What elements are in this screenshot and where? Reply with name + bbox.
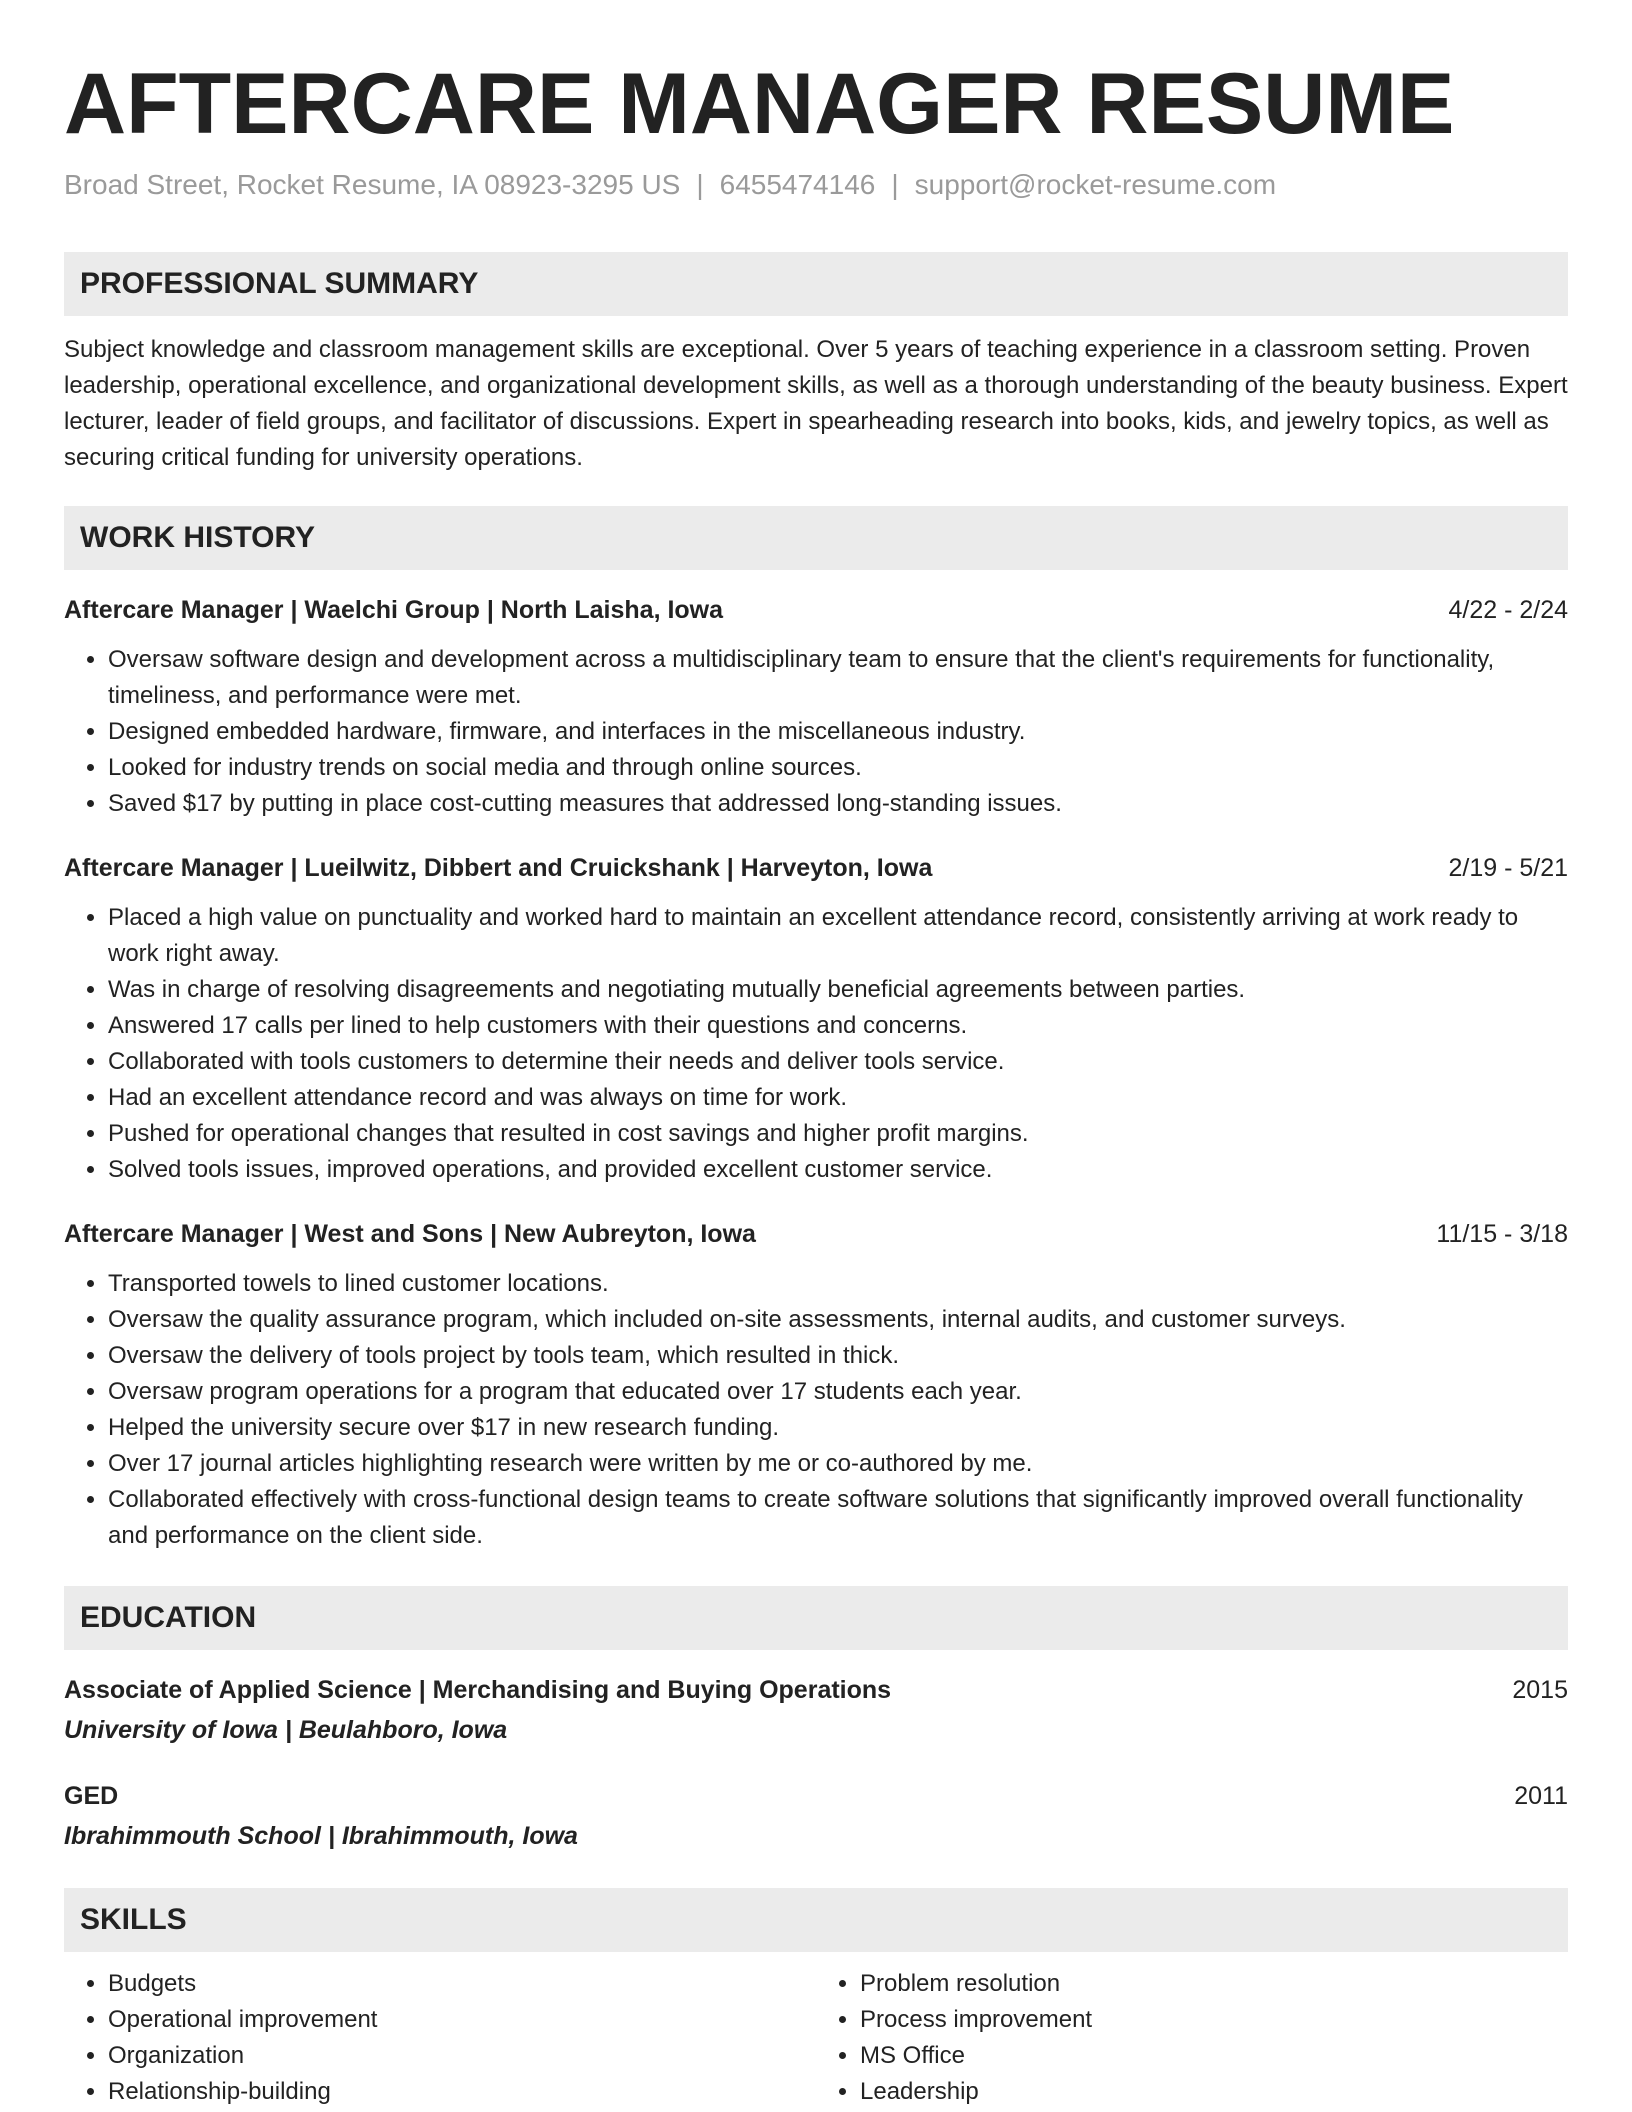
job-bullets bbox=[64, 642, 1568, 822]
job-bullets bbox=[64, 900, 1568, 1188]
section-heading-education: EDUCATION bbox=[64, 1586, 1568, 1650]
bullet-item: • Helped the university secure over $17 in new research funding. bbox=[108, 1410, 1568, 1446]
graduation-year: 2015 bbox=[1512, 1676, 1568, 1704]
separator: | bbox=[696, 169, 704, 200]
bullet-item: • Transported towels to lined customer locations. bbox=[108, 1266, 1568, 1302]
bullet-item: • Designed embedded hardware, firmware, and interfaces in the miscellaneous industry. bbox=[108, 714, 1568, 750]
bullet-item: • Oversaw the delivery of tools project by tools team, which resulted in thick. bbox=[108, 1338, 1568, 1374]
education-entry bbox=[64, 1778, 1568, 1854]
skill-item: • Process improvement bbox=[860, 2002, 1568, 2038]
job-dates: 2/19 - 5/21 bbox=[1448, 854, 1568, 882]
phone: 6455474146 bbox=[719, 169, 876, 200]
job-title: Aftercare Manager | Lueilwitz, Dibbert and Cruickshank | Harveyton, Iowa bbox=[64, 854, 933, 882]
education-entry bbox=[64, 1672, 1568, 1748]
page-title: AFTERCARE MANAGER RESUME bbox=[64, 56, 1455, 152]
bullet-item: • Pushed for operational changes that resulted in cost savings and higher profit margins. bbox=[108, 1116, 1568, 1152]
skill-item: • Leadership bbox=[860, 2074, 1568, 2110]
job-header bbox=[64, 592, 1568, 628]
email: support@rocket-resume.com bbox=[914, 169, 1277, 200]
skills-column-left bbox=[64, 1966, 816, 2110]
skill-item: • Budgets bbox=[108, 1966, 816, 2002]
skill-item: • MS Office bbox=[860, 2038, 1568, 2074]
section-heading-skills: SKILLS bbox=[64, 1888, 1568, 1952]
bullet-item: • Oversaw program operations for a program that educated over 17 students each year. bbox=[108, 1374, 1568, 1410]
bullet-item: • Over 17 journal articles highlighting research were written by me or co-authored by me. bbox=[108, 1446, 1568, 1482]
school: Ibrahimmouth School | Ibrahimmouth, Iowa bbox=[64, 1822, 578, 1850]
bullet-item: • Had an excellent attendance record and was always on time for work. bbox=[108, 1080, 1568, 1116]
skill-item: • Operational improvement bbox=[108, 2002, 816, 2038]
education-header bbox=[64, 1778, 1568, 1814]
skill-item: • Organization bbox=[108, 2038, 816, 2074]
school: University of Iowa | Beulahboro, Iowa bbox=[64, 1716, 508, 1744]
education-header bbox=[64, 1672, 1568, 1708]
job-entry bbox=[64, 850, 1568, 1188]
section-heading-summary: PROFESSIONAL SUMMARY bbox=[64, 252, 1568, 316]
separator: | bbox=[891, 169, 899, 200]
bullet-item: • Saved $17 by putting in place cost-cutting measures that addressed long-standing issues. bbox=[108, 786, 1568, 822]
skill-item: • Problem resolution bbox=[860, 1966, 1568, 2002]
job-title: Aftercare Manager | Waelchi Group | North Laisha, Iowa bbox=[64, 596, 724, 624]
job-entry bbox=[64, 1216, 1568, 1554]
job-bullets bbox=[64, 1266, 1568, 1554]
job-header bbox=[64, 1216, 1568, 1252]
summary-text: Subject knowledge and classroom management skills are exceptional. Over 5 years of teaching experience in a classroom setting. Proven leadership, operational excellence, and organizational development skills, as well as a thorough understanding of the beauty business. Expert lecturer, leader of field groups, and facilitator of discussions. Expert in spearheading research into books, kids, and jewelry topics, as well as securing critical funding for university operations. bbox=[64, 336, 1568, 471]
bullet-item: • Collaborated effectively with cross-functional design teams to create software solutions that significantly improved overall functionality and performance on the client side. bbox=[108, 1482, 1568, 1554]
address: Broad Street, Rocket Resume, IA 08923-3295 US bbox=[64, 169, 681, 200]
job-header bbox=[64, 850, 1568, 886]
skills-list bbox=[64, 1966, 1568, 2110]
job-title: Aftercare Manager | West and Sons | New Aubreyton, Iowa bbox=[64, 1220, 756, 1248]
bullet-item: • Looked for industry trends on social media and through online sources. bbox=[108, 750, 1568, 786]
skills-column-right bbox=[816, 1966, 1568, 2110]
degree: Associate of Applied Science | Merchandising and Buying Operations bbox=[64, 1676, 892, 1704]
skill-item: • Relationship-building bbox=[108, 2074, 816, 2110]
job-dates: 4/22 - 2/24 bbox=[1448, 596, 1568, 624]
bullet-item: • Placed a high value on punctuality and worked hard to maintain an excellent attendance record, consistently arriving at work ready to work right away. bbox=[108, 900, 1568, 972]
bullet-item: • Oversaw software design and development across a multidisciplinary team to ensure that the client's requirements for functionality, timeliness, and performance were met. bbox=[108, 642, 1568, 714]
degree: GED bbox=[64, 1782, 119, 1810]
job-entry bbox=[64, 592, 1568, 822]
bullet-item: • Answered 17 calls per lined to help customers with their questions and concerns. bbox=[108, 1008, 1568, 1044]
bullet-item: • Was in charge of resolving disagreements and negotiating mutually beneficial agreements between parties. bbox=[108, 972, 1568, 1008]
job-dates: 11/15 - 3/18 bbox=[1436, 1220, 1568, 1248]
bullet-item: • Oversaw the quality assurance program, which included on-site assessments, internal audits, and customer surveys. bbox=[108, 1302, 1568, 1338]
bullet-item: • Solved tools issues, improved operations, and provided excellent customer service. bbox=[108, 1152, 1568, 1188]
section-heading-work: WORK HISTORY bbox=[64, 506, 1568, 570]
contact-line bbox=[64, 168, 1568, 202]
bullet-item: • Collaborated with tools customers to determine their needs and deliver tools service. bbox=[108, 1044, 1568, 1080]
graduation-year: 2011 bbox=[1514, 1782, 1568, 1810]
